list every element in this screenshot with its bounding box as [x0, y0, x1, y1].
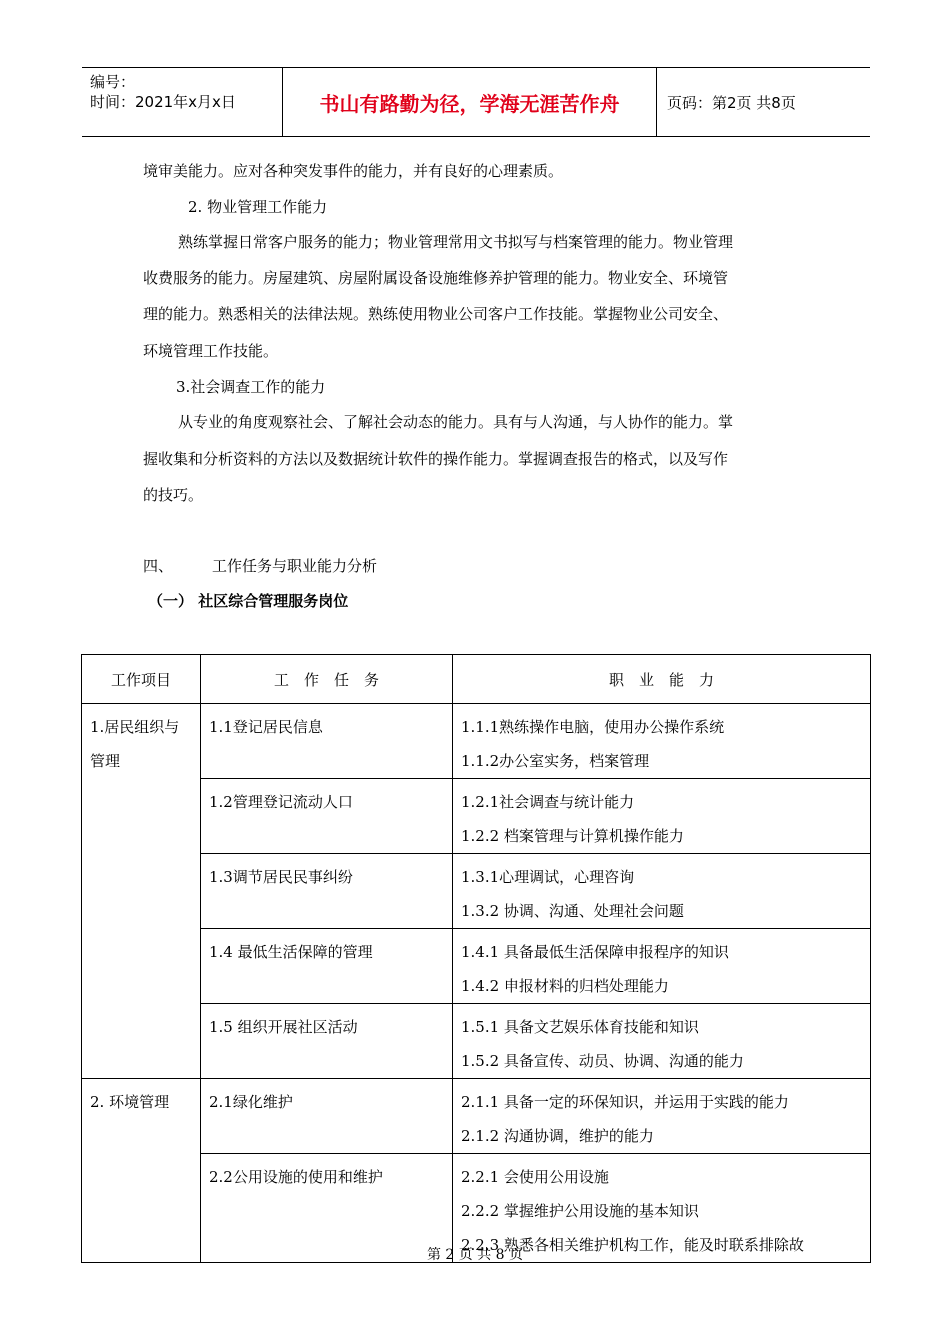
task-cell [201, 929, 453, 1004]
page-header [82, 67, 870, 137]
ability-item: 2.2.1 会使用公用设施 [461, 1168, 609, 1186]
subsection-title: （一） 社区综合管理服务岗位 [148, 592, 349, 610]
time-label: 时间：2021年x月x日 [90, 93, 236, 111]
ability-cell [453, 704, 871, 779]
project-cell [82, 704, 201, 1079]
ability-cell [453, 854, 871, 929]
header-ability: 职 业 能 力 [453, 655, 871, 704]
ability-item: 2.2.2 掌握维护公用设施的基本知识 [461, 1202, 699, 1220]
ability-item: 1.4.2 申报材料的归档处理能力 [461, 977, 669, 995]
ability-item: 1.1.2办公室实务，档案管理 [461, 752, 650, 770]
header-project: 工作项目 [82, 655, 201, 704]
task-cell [201, 704, 453, 779]
task-cell [201, 779, 453, 854]
number-label: 编号： [90, 73, 136, 91]
ability-item: 1.4.1 具备最低生活保障申报程序的知识 [461, 943, 729, 961]
table-header-row [82, 655, 871, 704]
task-ability-table [81, 654, 871, 1263]
page-footer: 第 2 页 共 8 页 [426, 1247, 524, 1263]
ability-item: 1.5.1 具备文艺娱乐体育技能和知识 [461, 1018, 699, 1036]
project-cell [82, 1079, 201, 1263]
paragraph-line: 从专业的角度观察社会、了解社会动态的能力。具有与人沟通，与人协作的能力。掌 [178, 413, 734, 431]
ability-item: 1.2.2 档案管理与计算机操作能力 [461, 827, 684, 845]
table-row [82, 704, 871, 779]
part-title: 工作任务与职业能力分析 [212, 557, 378, 575]
ability-item: 2.1.2 沟通协调，维护的能力 [461, 1127, 654, 1145]
paragraph-line: 熟练掌握日常客户服务的能力；物业管理常用文书拟写与档案管理的能力。物业管理 [178, 233, 734, 251]
page-code: 页码：第2页 共8页 [667, 93, 796, 112]
task-label: 2.2公用设施的使用和维护 [209, 1168, 383, 1186]
ability-cell [453, 1079, 871, 1154]
ability-item: 1.5.2 具备宣传、动员、协调、沟通的能力 [461, 1052, 744, 1070]
motto: 书山有路勤为径，学海无涯苦作舟 [282, 68, 657, 136]
ability-item: 2.2.3 熟悉各相关维护机构工作，能及时联系排除故 [461, 1236, 804, 1254]
paragraph-line: 收费服务的能力。房屋建筑、房屋附属设备设施维修养护管理的能力。物业安全、环境管 [143, 269, 729, 287]
ability-item: 2.1.1 具备一定的环保知识，并运用于实践的能力 [461, 1093, 789, 1111]
ability-item: 1.2.1社会调查与统计能力 [461, 793, 635, 811]
paragraph-line: 境审美能力。应对各种突发事件的能力，并有良好的心理素质。 [143, 162, 564, 180]
paragraph-line: 的技巧。 [143, 486, 204, 504]
table-row [82, 854, 871, 929]
paragraph-line: 理的能力。熟悉相关的法律法规。熟练使用物业公司客户工作技能。掌握物业公司安全、 [143, 305, 729, 323]
task-label: 1.4 最低生活保障的管理 [209, 943, 373, 961]
table-row [82, 779, 871, 854]
ability-item: 1.3.1心理调试，心理咨询 [461, 868, 635, 886]
ability-cell [453, 1004, 871, 1079]
project-label: 1.居民组织与管理 [90, 718, 180, 770]
paragraph-line: 握收集和分析资料的方法以及数据统计软件的操作能力。掌握调查报告的格式，以及写作 [143, 450, 729, 468]
paragraph-line: 环境管理工作技能。 [143, 342, 279, 360]
task-cell [201, 854, 453, 929]
task-label: 1.1登记居民信息 [209, 718, 323, 736]
ability-item: 1.3.2 协调、沟通、处理社会问题 [461, 902, 684, 920]
ability-item: 1.1.1熟练操作电脑，使用办公操作系统 [461, 718, 725, 736]
task-cell [201, 1004, 453, 1079]
table-row [82, 1079, 871, 1154]
ability-cell [453, 929, 871, 1004]
task-cell [201, 1079, 453, 1154]
task-label: 2.1绿化维护 [209, 1093, 293, 1111]
ability-cell [453, 779, 871, 854]
section-title: 3.社会调查工作的能力 [176, 378, 326, 396]
task-label: 1.5 组织开展社区活动 [209, 1018, 358, 1036]
table-row [82, 929, 871, 1004]
task-label: 1.2管理登记流动人口 [209, 793, 353, 811]
header-meta [82, 68, 282, 136]
header-task: 工 作 任 务 [201, 655, 453, 704]
project-label: 2. 环境管理 [90, 1093, 170, 1111]
section-title: 2. 物业管理工作能力 [188, 198, 328, 216]
table-row [82, 1004, 871, 1079]
part-number: 四、 [143, 557, 174, 575]
task-label: 1.3调节居民民事纠纷 [209, 868, 353, 886]
